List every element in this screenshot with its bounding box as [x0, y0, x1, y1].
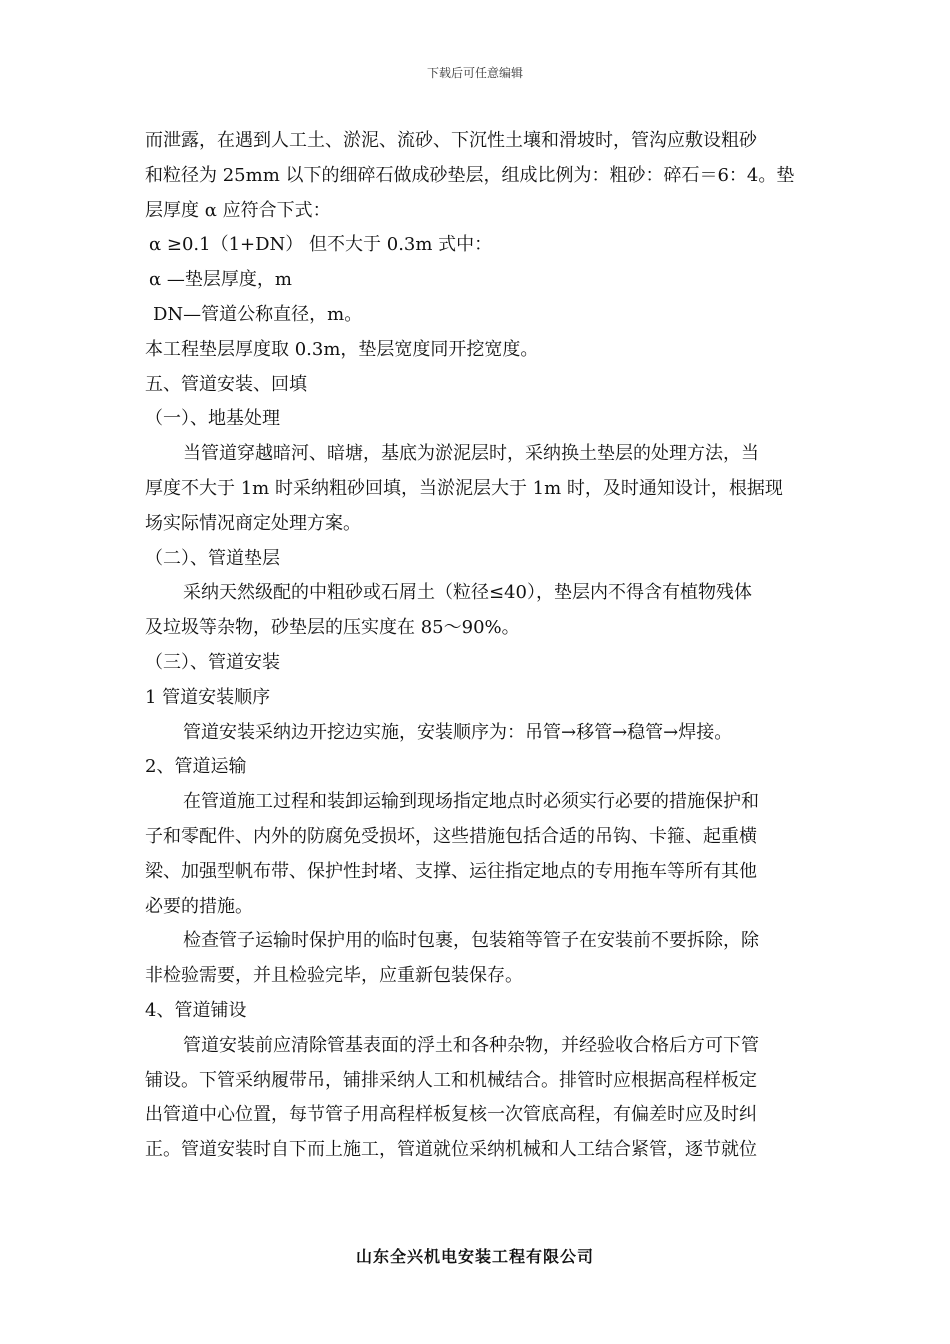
body-line: 管道安装采纳边开挖边实施，安装顺序为：吊管→移管→稳管→焊接。 — [183, 721, 733, 743]
document-body — [145, 124, 810, 1168]
formula-variable-line: α —垫层厚度，m — [149, 269, 292, 291]
body-line: 场实际情况商定处理方案。 — [145, 512, 361, 534]
body-line: 出管道中心位置，每节管子用高程样板复核一次管底高程，有偏差时应及时纠 — [145, 1104, 757, 1126]
subsection-heading: （一）、地基处理 — [145, 408, 280, 430]
body-line: 本工程垫层厚度取 0.3m，垫层宽度同开挖宽度。 — [145, 338, 539, 360]
body-line: 管道安装前应清除管基表面的浮土和各种杂物，并经验收合格后方可下管 — [183, 1034, 759, 1056]
item-heading: 2、管道运输 — [145, 756, 247, 778]
formula-line: α ≥0.1（1+DN） 但不大于 0.3m 式中： — [149, 234, 493, 256]
body-line: 正。管道安装时自下而上施工，管道就位采纳机械和人工结合紧管，逐节就位 — [145, 1139, 757, 1161]
body-line: 非检验需要，并且检验完毕，应重新包装保存。 — [145, 965, 523, 987]
item-heading: 4、管道铺设 — [145, 999, 247, 1021]
body-line: 采纳天然级配的中粗砂或石屑土（粒径≤40），垫层内不得含有植物残体 — [183, 582, 752, 604]
body-line: 在管道施工过程和装卸运输到现场指定地点时必须实行必要的措施保护和 — [183, 791, 759, 813]
subsection-heading: （三）、管道安装 — [145, 651, 280, 673]
body-line: 梁、加强型帆布带、保护性封堵、支撑、运往指定地点的专用拖车等所有其他 — [145, 860, 757, 882]
body-line: 必要的措施。 — [145, 895, 253, 917]
body-line: 铺设。下管采纳履带吊，铺排采纳人工和机械结合。排管时应根据高程样板定 — [145, 1069, 757, 1091]
page-header-note: 下载后可任意编辑 — [426, 66, 523, 80]
page-footer-company: 山东全兴机电安装工程有限公司 — [355, 1247, 594, 1266]
body-line: 子和零配件、内外的防腐免受损坏，这些措施包括合适的吊钩、卡箍、起重横 — [145, 825, 757, 847]
formula-variable-line: DN—管道公称直径，m。 — [153, 303, 363, 325]
body-line: 当管道穿越暗河、暗塘，基底为淤泥层时，采纳换土垫层的处理方法，当 — [183, 443, 759, 465]
body-line: 而泄露，在遇到人工土、淤泥、流砂、下沉性土壤和滑坡时，管沟应敷设粗砂 — [145, 130, 757, 151]
body-line: 和粒径为 25mm 以下的细碎石做成砂垫层，组成比例为：粗砂：碎石＝6：4。垫 — [145, 164, 795, 186]
body-line: 层厚度 α 应符合下式： — [145, 199, 331, 221]
section-heading: 五、管道安装、回填 — [145, 373, 307, 395]
item-heading: 1 管道安装顺序 — [145, 686, 271, 708]
body-line: 及垃圾等杂物，砂垫层的压实度在 85～90%。 — [145, 617, 520, 639]
body-line: 检查管子运输时保护用的临时包裹，包装箱等管子在安装前不要拆除，除 — [183, 930, 759, 952]
subsection-heading: （二）、管道垫层 — [145, 547, 280, 569]
body-line: 厚度不大于 1m 时采纳粗砂回填，当淤泥层大于 1m 时，及时通知设计，根据现 — [145, 477, 783, 499]
